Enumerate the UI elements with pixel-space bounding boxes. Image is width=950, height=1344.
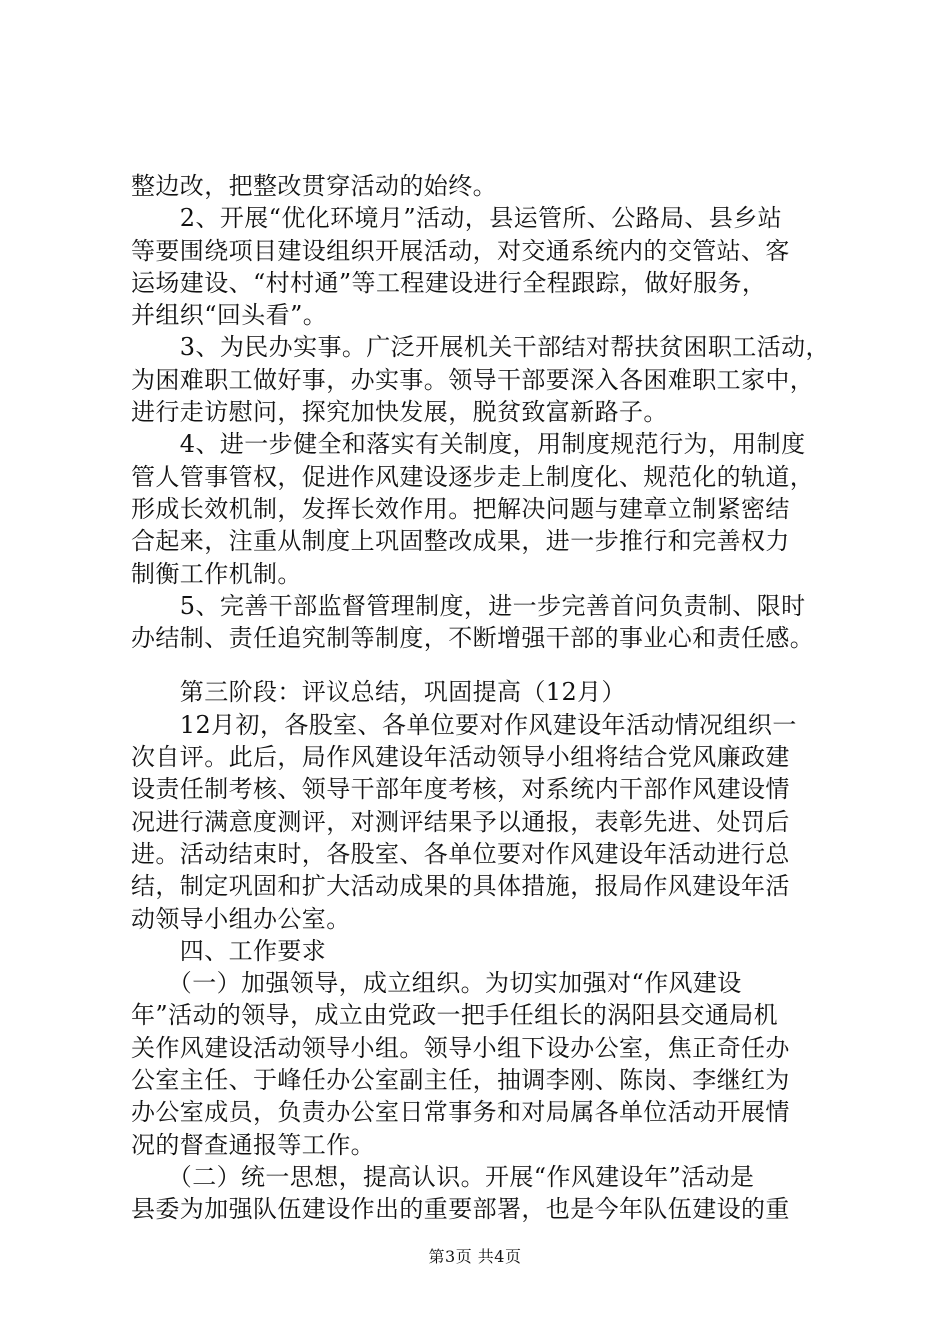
text-line: 年”活动的领导，成立由党政一把手任组长的涡阳县交通局机 (131, 1001, 779, 1030)
text-line: 并组织“回头看”。 (131, 301, 328, 330)
text-line: 运场建设、“村村通”等工程建设进行全程跟踪，做好服务， (131, 268, 767, 297)
text-line: 进。活动结束时，各股室、各单位要对作风建设年活动进行总 (131, 839, 790, 868)
document-body (131, 170, 851, 1226)
text-line: 形成长效机制，发挥长效作用。把解决问题与建章立制紧密结 (131, 494, 790, 523)
section-heading: 四、工作要求 (131, 936, 327, 965)
text-line: 次自评。此后，局作风建设年活动领导小组将结合党风廉政建 (131, 743, 790, 772)
text-line: 制衡工作机制。 (131, 559, 302, 588)
text-line: 合起来，注重从制度上巩固整改成果，进一步推行和完善权力 (131, 527, 790, 556)
text-line: 设责任制考核、领导干部年度考核，对系统内干部作风建设情 (131, 775, 790, 804)
text-line: 动领导小组办公室。 (131, 904, 351, 933)
paragraph-gap (131, 654, 851, 676)
text-line: 整边改，把整改贯穿活动的始终。 (131, 172, 497, 200)
text-line: 结，制定巩固和扩大活动成果的具体措施，报局作风建设年活 (131, 872, 790, 901)
text-line: 5、完善干部监督管理制度，进一步完善首问负责制、限时 (131, 591, 806, 620)
text-line: 为困难职工做好事，办实事。领导干部要深入各困难职工家中， (131, 365, 815, 394)
text-line: 况进行满意度测评，对测评结果予以通报，表彰先进、处罚后 (131, 807, 790, 836)
text-line: 县委为加强队伍建设作出的重要部署，也是今年队伍建设的重 (131, 1195, 790, 1224)
text-line: 公室主任、于峰任办公室副主任，抽调李刚、陈岗、李继红为 (131, 1066, 790, 1095)
text-line: 办结制、责任追究制等制度，不断增强干部的事业心和责任感。 (131, 624, 815, 653)
text-line: （二）统一思想，提高认识。开展“作风建设年”活动是 (131, 1162, 755, 1191)
text-line: 12月初，各股室、各单位要对作风建设年活动情况组织一 (131, 710, 797, 739)
text-line: （一）加强领导，成立组织。为切实加强对“作风建设 (131, 969, 742, 998)
text-line: 4、进一步健全和落实有关制度，用制度规范行为，用制度 (131, 430, 806, 459)
text-line: 等要围绕项目建设组织开展活动，对交通系统内的交管站、客 (131, 236, 790, 265)
text-line: 办公室成员，负责办公室日常事务和对局属各单位活动开展情 (131, 1098, 790, 1127)
text-line: 况的督查通报等工作。 (131, 1130, 375, 1159)
text-line: 进行走访慰问，探究加快发展，脱贫致富新路子。 (131, 398, 668, 427)
text-line: 3、为民办实事。广泛开展机关干部结对帮扶贫困职工活动， (131, 333, 830, 362)
section-heading: 第三阶段：评议总结，巩固提高（12月） (131, 678, 626, 707)
text-line: 管人管事管权，促进作风建设逐步走上制度化、规范化的轨道， (131, 462, 815, 491)
text-line: 关作风建设活动领导小组。领导小组下设办公室，焦正奇任办 (131, 1033, 790, 1062)
text-line: 2、开展“优化环境月”活动，县运管所、公路局、县乡站 (131, 204, 783, 233)
page-number-footer: 第3页 共4页 (428, 1247, 522, 1266)
